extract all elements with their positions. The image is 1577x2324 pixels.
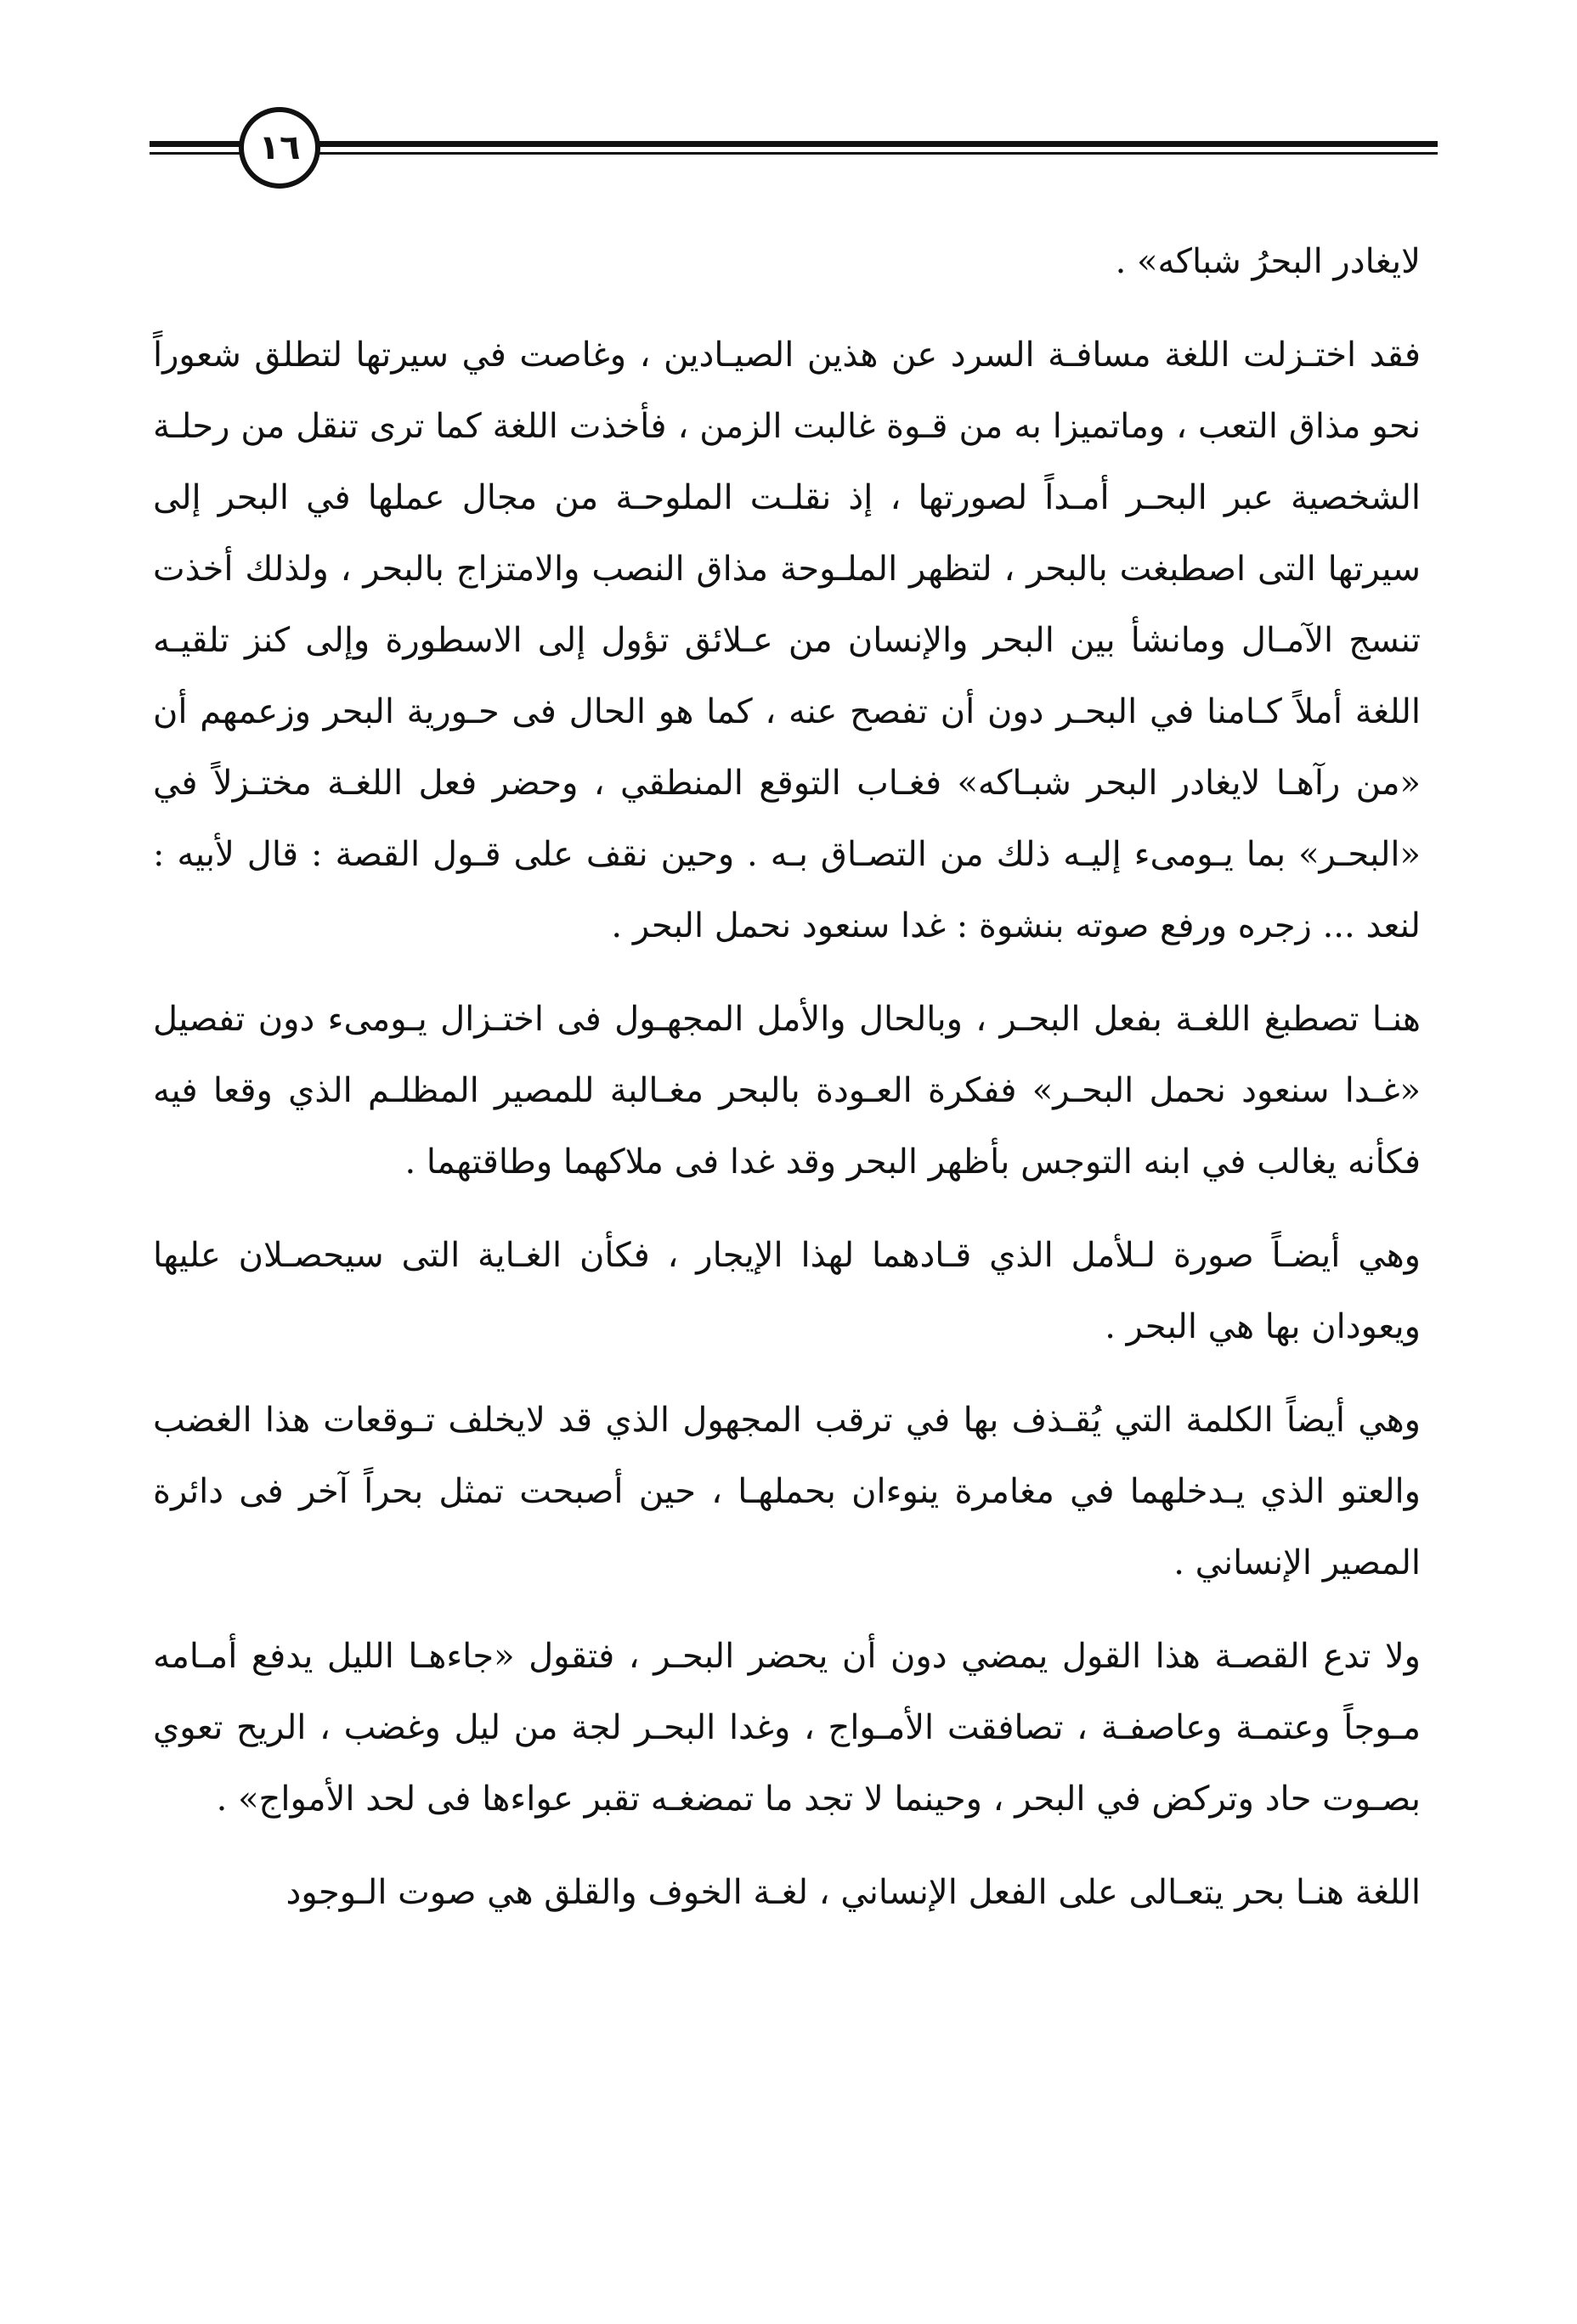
paragraph: ولا تدع القصـة هذا القول يمضي دون أن يحضر البحـر ، فتقول «جاءهـا الليل يدفع أمـامه مـوجاً وعتمـة وعاصفـة ، تصافقت الأمـواج ، وغدا البحـر لجة من ليل وغضب ، الريح تعوي بصـوت حاد وتركض في البحر ، وحينما لا تجد ما تمضغـه تقبر عواءها فى لحد الأمواج» . — [153, 1637, 1422, 1819]
page-number: ١٦ — [239, 107, 320, 189]
header-rule-left — [150, 141, 240, 147]
paragraph: وهي أيضـاً صورة لـلأمل الذي قـادهما لهذا الإيجار ، فكأن الغـاية التى سيحصـلان عليها ويعودان بها هي البحر . — [153, 1236, 1421, 1346]
paragraph: وهي أيضاً الكلمة التي يُقـذف بها في ترقب المجهول الذي قد لايخلف تـوقعات هذا الغضب والعتو الذي يـدخلهما في مغامرة ينوءان بحملهـا ، حين أصبحت تمثل بحراً آخر فى دائرة المصير الإنساني . — [153, 1401, 1422, 1582]
paragraph: فقد اختـزلت اللغة مسافـة السرد عن هذين الصيـادين ، وغاصت في سيرتها لتطلق شعوراً نحو مذاق التعب ، وماتميزا به من قـوة غالبت الزمن ، فأخذت اللغة كما ترى تنقل من رحلـة الشخصية عبر البحـر أمـداً لصورتها ، إذ نقلـت الملوحـة من مجال عملها في البحر إلى سيرتها التى اصطبغت بالبحر ، لتظهر الملـوحة مذاق النصب والامتزاج بالبحر ، ولذلك أخذت تنسج الآمـال ومانشأ بين البحر والإنسان من عـلائق تؤول إلى الاسطورة وإلى كنز تلقيـه اللغة أملاً كـامنا في البحـر دون أن تفصح عنه ، كما هو الحال فى حـورية البحر وزعمهم أن «من رآهـا لايغادر البحر شبـاكه» فغـاب التوقع المنطقي ، وحضر فعل اللغـة مختـزلاً في «البحـر» بما يـومىء إليـه ذلك من التصـاق بـه . وحين نقف على قـول القصة : قال لأبيه : لنعد ... زجره ورفع صوته بنشوة : غدا سنعود نحمل البحر . — [153, 336, 1421, 945]
header-rule-right — [319, 141, 1438, 147]
header-rule-right-thin — [319, 152, 1438, 155]
paragraph: اللغة هنـا بحر يتعـالى على الفعل الإنساني ، لغـة الخوف والقلق هي صوت الـوجود — [285, 1873, 1421, 1912]
header-rule-left-thin — [150, 152, 240, 155]
page-header — [150, 107, 1438, 189]
paragraph: هنـا تصطبغ اللغـة بفعل البحـر ، وبالحال والأمل المجهـول فى اختـزال يـومىء دون تفصيل «غـدا سنعود نحمل البحـر» ففكرة العـودة بالبحر مغـالبة للمصير المظلـم الذي وقعا فيه فكأنه يغالب في ابنه التوجس بأظهر البحر وقد غدا فى ملاكهما وطاقتهما . — [153, 1000, 1421, 1182]
body-text — [153, 226, 1421, 1928]
paragraph: لايغادر البحرُ شباكه» . — [1115, 242, 1421, 281]
